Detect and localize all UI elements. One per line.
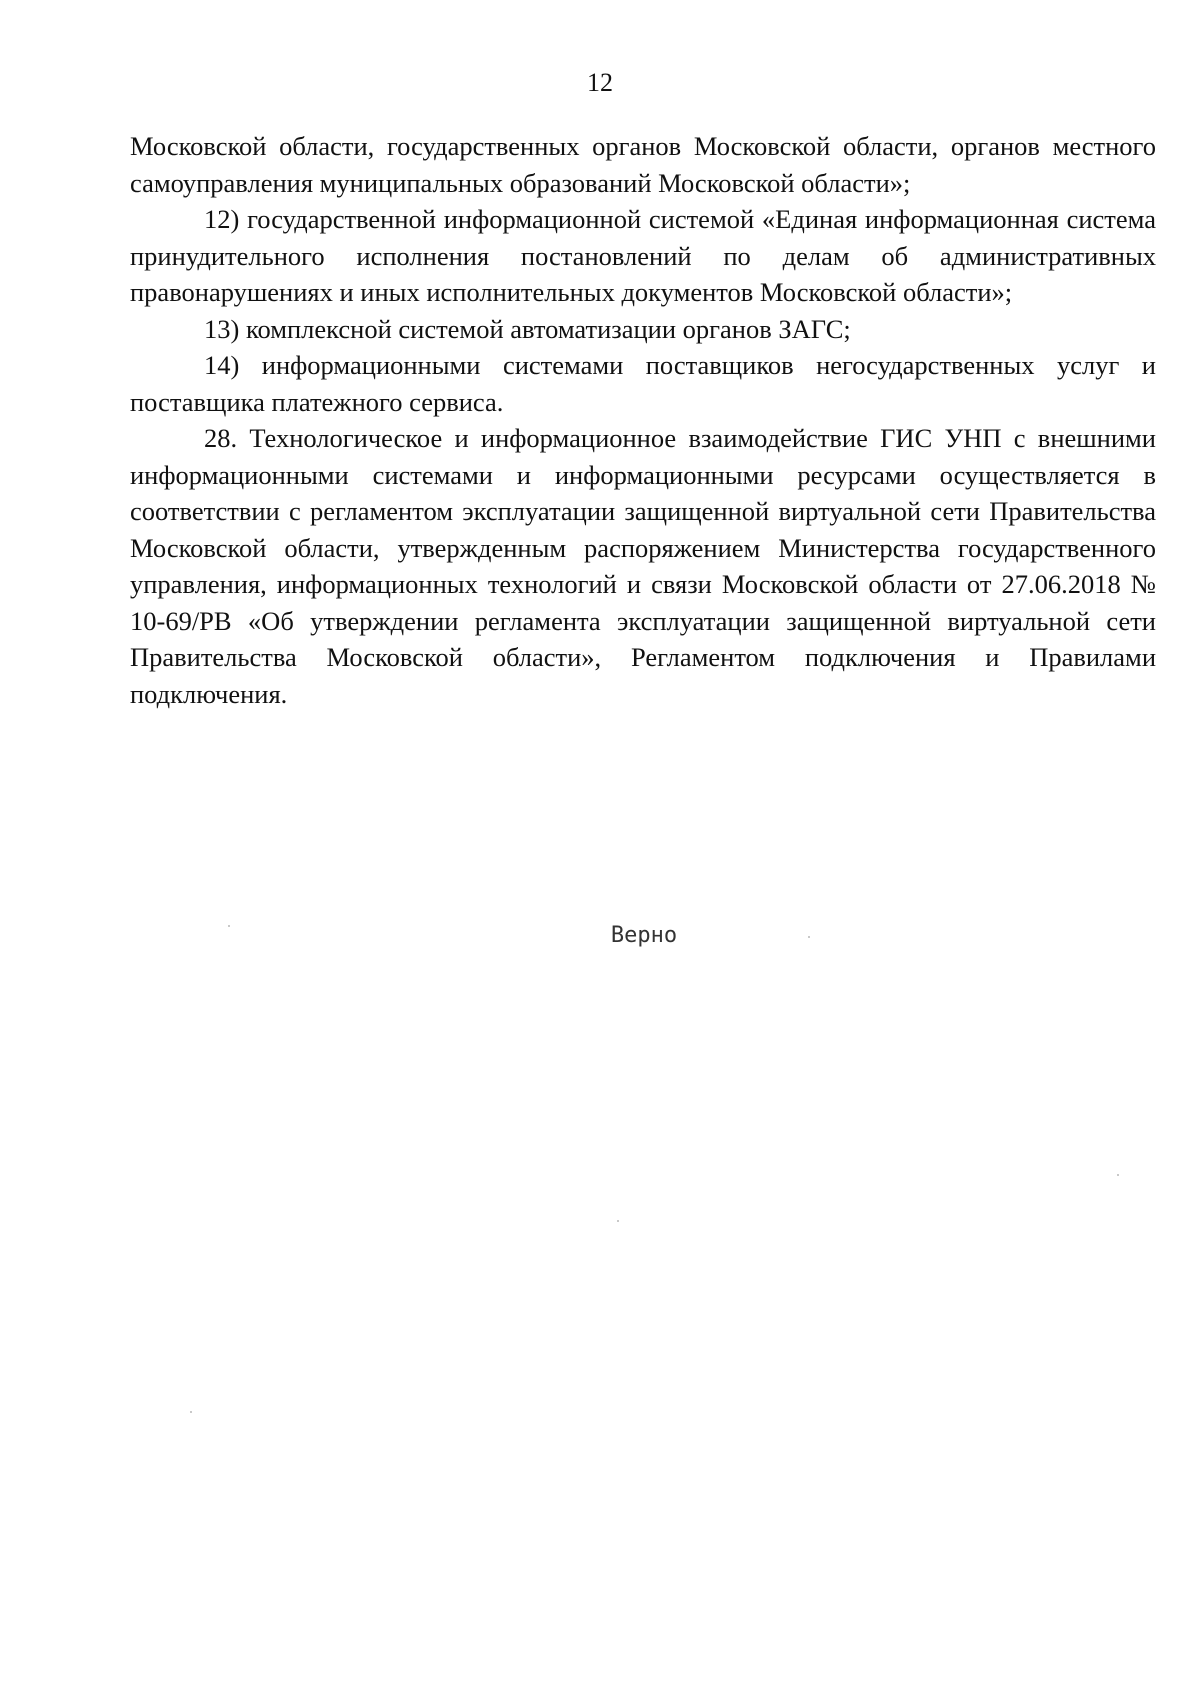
scan-speck: [1117, 1174, 1119, 1176]
scan-speck: [808, 936, 810, 938]
certification-stamp: Верно: [610, 923, 678, 948]
list-item-13: 13) комплексной системой автоматизации органов ЗАГС;: [204, 313, 851, 344]
scan-speck: [190, 1411, 192, 1413]
clause-28: 28. Технологическое и информационное взаимодействие ГИС УНП с внешними информационными системами и информационными ресурсами осуществляется в соответствии с регламентом эксплуатации защищенной виртуальной сети Правительства Московской области, утвержденным распоряжением Министерства государственного управления, информационных технологий и связи Московской области от 27.06.2018 № 10-69/РВ «Об утверждении регламента эксплуатации защищенной виртуальной сети Правительства Московской области», Регламентом подключения и Правилами подключения.: [130, 423, 1156, 709]
document-body: [130, 128, 1156, 712]
scan-speck: [228, 925, 230, 927]
paragraph-continuation: Московской области, государственных органов Московской области, органов местного самоуправления муниципальных образований Московской области»;: [130, 131, 1156, 198]
scan-speck: [617, 1220, 619, 1222]
page-number: 12: [587, 68, 613, 97]
list-item-14: 14) информационными системами поставщиков негосударственных услуг и поставщика платежного сервиса.: [130, 350, 1156, 417]
list-item-12: 12) государственной информационной системой «Единая информационная система принудительного исполнения постановлений по делам об административных правонарушениях и иных исполнительных документов Московской области»;: [130, 204, 1156, 307]
